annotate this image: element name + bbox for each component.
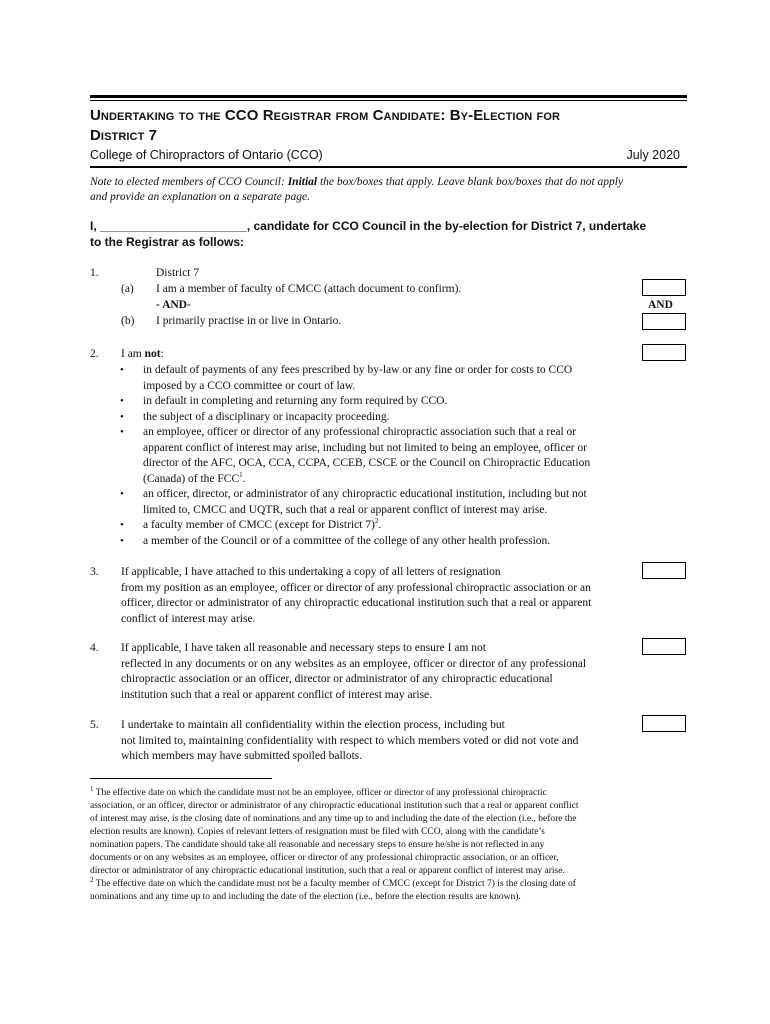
- item-2-bullet-4-line-3: director of the AFC, OCA, CCA, CCPA, CCEB, CSCE or the Council on Chiropractic Education: [143, 457, 591, 469]
- item-2-bullet-3: the subject of a disciplinary or incapacity proceeding.: [143, 411, 390, 423]
- initial-box-4[interactable]: [642, 638, 686, 655]
- item-2-lead-text: I am: [121, 348, 145, 360]
- item-3-line-3: officer, director or administrator of any chiropractic educational institution such that a real or apparent: [121, 597, 592, 609]
- item-2-lead-bold: not: [144, 348, 161, 360]
- item-2-lead: [121, 347, 164, 363]
- item-1b-text: I primarily practise in or live in Ontario.: [156, 315, 342, 327]
- item-3-line-1: If applicable, I have attached to this undertaking a copy of all letters of resignation: [121, 566, 501, 578]
- footnote-ref-1: 1: [239, 471, 243, 480]
- footnote-1: [90, 784, 685, 904]
- organization-name: College of Chiropractors of Ontario (CCO): [90, 148, 323, 162]
- item-4-line-4: institution such that a real or apparent conflict of interest may arise.: [121, 689, 433, 701]
- footnote-1-marker: 1: [90, 784, 94, 793]
- item-2-bullet-7: a member of the Council or of a committee of the college of any other health profession.: [143, 535, 551, 547]
- item-1-heading: District 7: [156, 267, 200, 279]
- footnote-1-line-6: documents or on any websites as an employee, officer or director of any professional chiropractic association, or an officer,: [90, 853, 559, 863]
- header-bottom-rule: [90, 166, 687, 168]
- note-suffix: the box/boxes that apply. Leave blank box/boxes that do not apply: [317, 176, 624, 188]
- undertaking-statement: [90, 218, 690, 250]
- initial-box-5[interactable]: [642, 715, 686, 732]
- undertaking-line-2: to the Registrar as follows:: [90, 235, 245, 249]
- item-1a-text: I am a member of faculty of CMCC (attach document to confirm).: [156, 283, 462, 295]
- item-5-number: 5.: [90, 719, 99, 731]
- footnote-separator: [90, 778, 272, 779]
- item-2-bullet-4-text: (Canada) of the FCC: [143, 473, 240, 485]
- footnote-2-marker: 2: [90, 875, 94, 884]
- box-and-label: AND: [648, 299, 673, 311]
- note-emphasis: Initial: [287, 176, 318, 188]
- item-1-number: 1.: [90, 267, 99, 279]
- item-2-bullet-6-text: a faculty member of CMCC (except for District 7): [143, 519, 375, 531]
- document-title: [90, 106, 690, 146]
- initial-box-1a[interactable]: [642, 279, 686, 296]
- footnote-2-line-1: [90, 875, 685, 891]
- initial-box-3[interactable]: [642, 562, 686, 579]
- item-2-bullet-4-end: .: [242, 473, 246, 485]
- item-4-line-3: chiropractic association or an officer, director or administrator of any chiropractic educational: [121, 673, 553, 685]
- top-rule: [90, 95, 687, 98]
- footnote-ref-2: 2: [374, 517, 379, 526]
- bullet-icon: •: [120, 395, 124, 407]
- item-2-bullet-4-line-1: an employee, officer or director of any professional chiropractic association such that a real or: [143, 426, 577, 438]
- item-2-bullet-2: in default in completing and returning any form required by CCO.: [143, 395, 448, 407]
- footnote-1-line-3: of interest may arise, is the closing date of nominations and any time up to and including the date of the election (i.e., before the: [90, 814, 577, 824]
- item-3-line-4: conflict of interest may arise.: [121, 613, 256, 625]
- item-2-bullet-5-line-1: an officer, director, or administrator of any chiropractic educational institution, including but not: [143, 488, 587, 500]
- item-5-line-2: not limited to, maintaining confidentiality with respect to which members voted or did not vote and: [121, 735, 579, 747]
- footnote-2-text: The effective date on which the candidate must not be a faculty member of CMCC (except for District 7) is the closing date of: [93, 879, 576, 889]
- initial-box-1b[interactable]: [642, 313, 686, 330]
- item-1b-label: (b): [121, 315, 135, 327]
- footnote-1-line-2: association, or an officer, director or administrator of any chiropractic educational institution such that a real or apparent conflict: [90, 801, 579, 811]
- item-1a-label: (a): [121, 283, 134, 295]
- footnote-2-line-2: nominations and any time up to and including the date of the election (i.e., before the election results are known).: [90, 892, 521, 902]
- footnote-1-text: The effective date on which the candidate must not be an employee, officer or director of any professional chiropractic: [93, 788, 547, 798]
- item-2-number: 2.: [90, 348, 99, 360]
- bullet-icon: •: [120, 364, 124, 376]
- footnote-1-line-4: election results are known). Copies of relevant letters of resignation must be filed with CCO, along with the candidate’s: [90, 827, 545, 837]
- bullet-icon: •: [120, 488, 124, 500]
- item-3-line-2: from my position as an employee, officer or director of any professional chiropractic association or an: [121, 582, 591, 594]
- item-2-bullet-6-end: .: [378, 519, 382, 531]
- note-prefix: Note to elected members of CCO Council:: [90, 176, 288, 188]
- item-2-bullet-1-line-1: in default of payments of any fees prescribed by by-law or any fine or order for costs to CCO: [143, 364, 573, 376]
- bullet-icon: •: [120, 519, 124, 531]
- item-1-and-text: - AND-: [156, 299, 191, 311]
- item-2-bullet-6: [143, 518, 381, 534]
- top-rule-thin: [90, 100, 687, 101]
- footnote-1-line-1: [90, 784, 685, 800]
- item-5-line-1: I undertake to maintain all confidentiality within the election process, including but: [121, 719, 505, 731]
- initial-box-2[interactable]: [642, 344, 686, 361]
- title-line-2: District 7: [90, 127, 158, 144]
- title-line-1: Undertaking to the CCO Registrar from Candidate: By-Election for: [90, 107, 561, 124]
- bullet-icon: •: [120, 426, 124, 438]
- item-2-bullet-4-line-2: apparent conflict of interest may arise, including but not limited to being an employee, officer or: [143, 442, 587, 454]
- item-2-bullet-1-line-2: imposed by a CCO committee or court of law.: [143, 380, 356, 392]
- item-4-line-2: reflected in any documents or on any websites as an employee, officer or director of any professional: [121, 658, 587, 670]
- bullet-icon: •: [120, 411, 124, 423]
- item-4-line-1: If applicable, I have taken all reasonable and necessary steps to ensure I am not: [121, 642, 486, 654]
- item-2-lead-end: :: [160, 348, 164, 360]
- item-4-number: 4.: [90, 642, 99, 654]
- item-2-bullet-5-line-2: limited to, CMCC and UQTR, such that a real or apparent conflict of interest may arise.: [143, 504, 548, 516]
- bullet-icon: •: [120, 535, 124, 547]
- note-line-2: and provide an explanation on a separate page.: [90, 191, 310, 203]
- item-2-bullet-4-line-4: [143, 472, 246, 488]
- item-3-number: 3.: [90, 566, 99, 578]
- document-date: July 2020: [626, 148, 680, 162]
- undertaking-line-1: I, ______________________, candidate for CCO Council in the by-election for District 7, undertake: [90, 219, 647, 233]
- instructions-note: [90, 175, 690, 205]
- footnote-1-line-7: director or administrator of any chiropractic educational institution, such that a real or apparent conflict of interest may arise.: [90, 866, 565, 876]
- footnote-1-line-5: nomination papers. The candidate should take all reasonable and necessary steps to ensure he/she is not reflected in any: [90, 840, 545, 850]
- item-5-line-3: which members may have submitted spoiled ballots.: [121, 750, 363, 762]
